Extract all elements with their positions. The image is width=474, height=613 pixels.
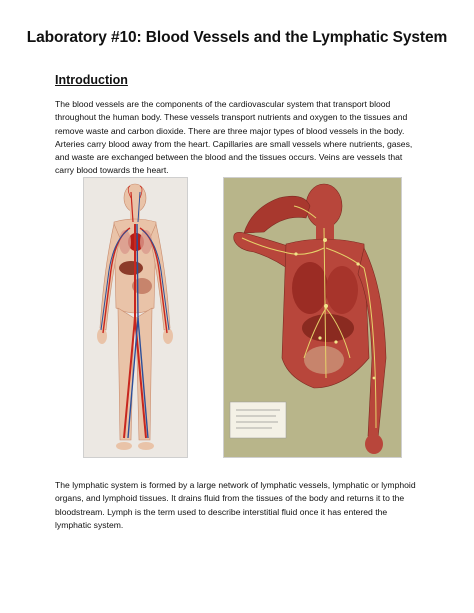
lymphatic-model-illustration	[224, 178, 401, 457]
circulatory-model-illustration	[84, 178, 187, 457]
lymphatic-model-image	[223, 177, 402, 458]
circulatory-model-image	[83, 177, 188, 458]
page-title: Laboratory #10: Blood Vessels and the Lymphatic System	[26, 29, 448, 46]
section-heading: Introduction	[55, 73, 128, 87]
lymphatic-paragraph: The lymphatic system is formed by a large network of lymphatic vessels, lymphatic or lymphoid organs, and lymphoid tissues. It drains fluid from the tissues of the body and returns it to the bloodstream. Lymph is the term used to describe interstitial fluid once it has entered the lymphatic system.	[55, 480, 416, 530]
intro-paragraph: The blood vessels are the components of the cardiovascular system that transport blood throughout the human body. These vessels transport nutrients and oxygen to the tissues and remove waste and carbon dioxide. There are three major types of blood vessels in the body. Arteries carry blood away from the heart. Capillaries are small vessels where nutrients, gases, and waste are exchanged between the blood and the tissues occurs. Veins are vessels that carry blood towards the heart.	[55, 99, 413, 176]
